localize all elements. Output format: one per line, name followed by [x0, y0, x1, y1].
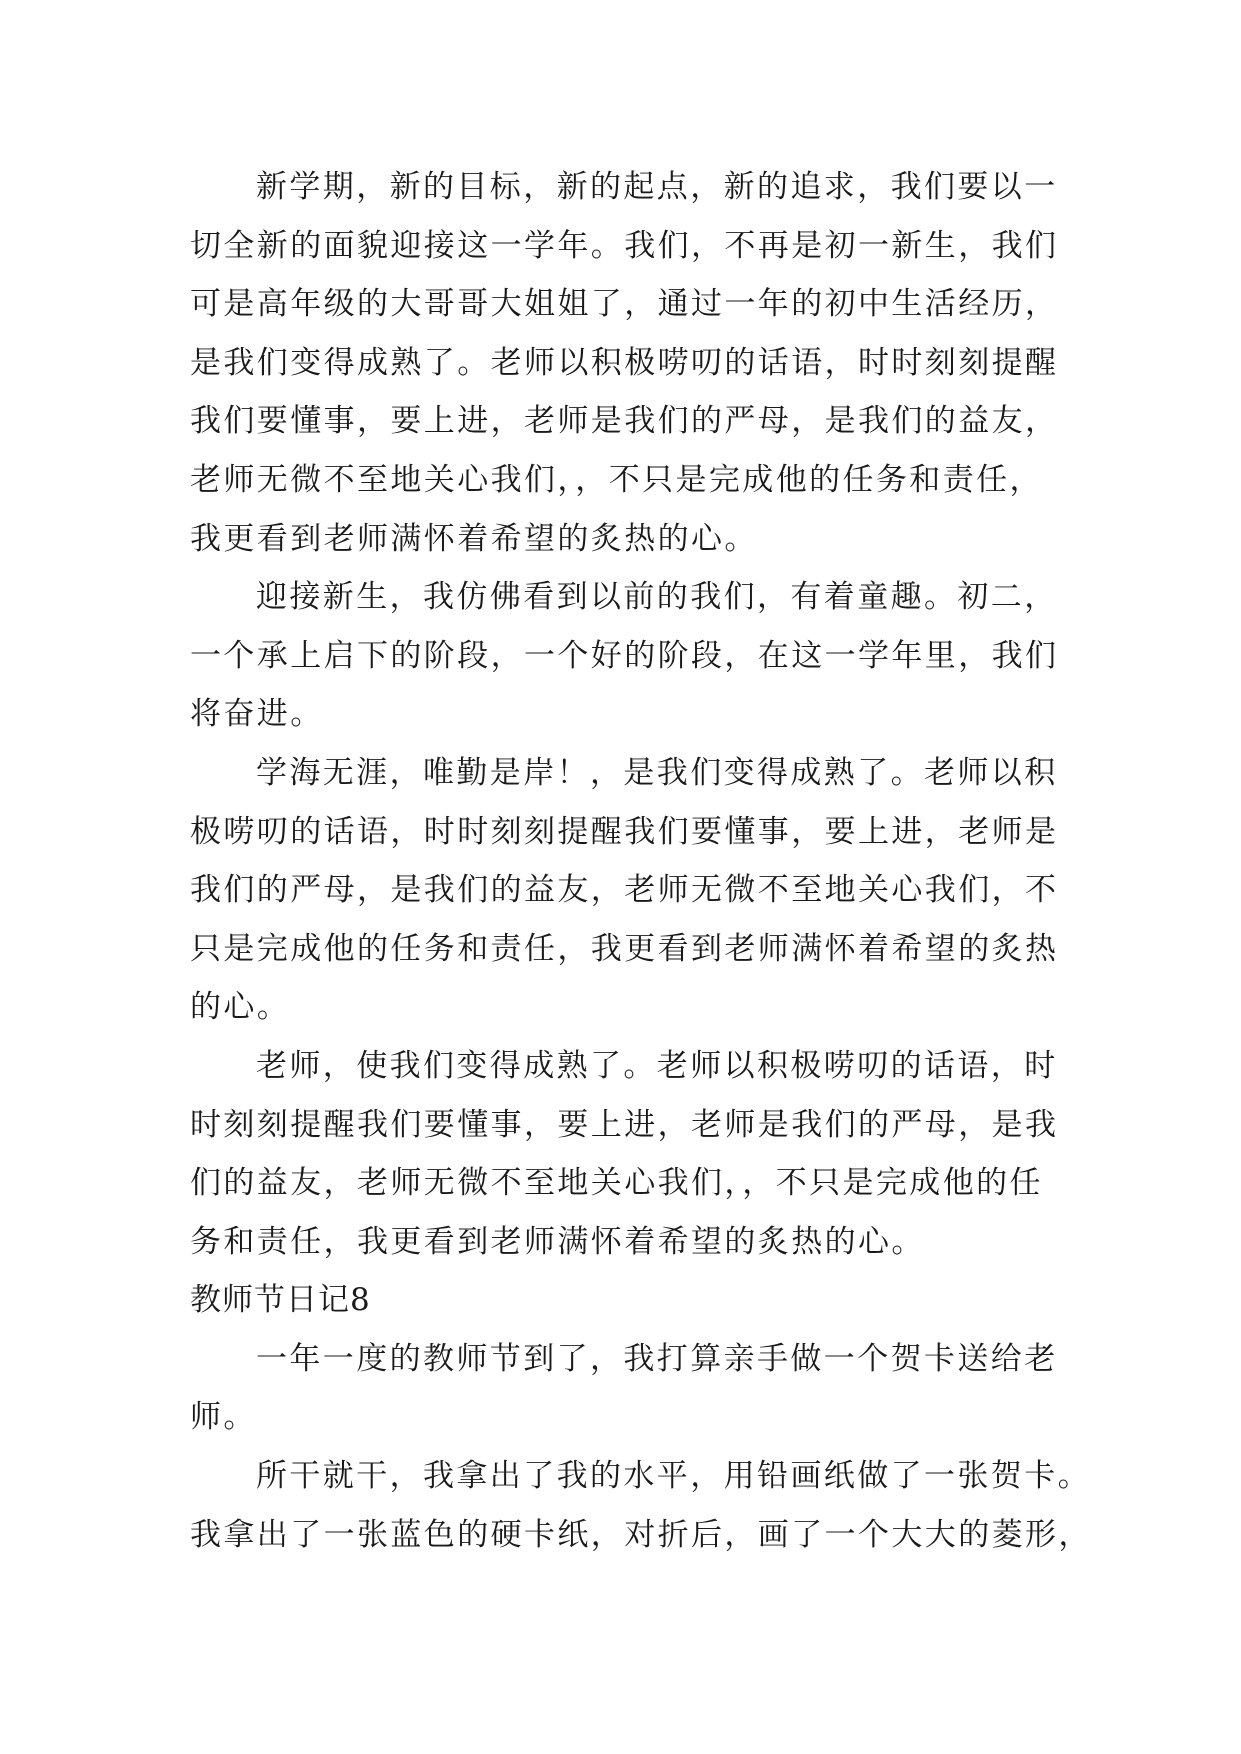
paragraph-line: 我更看到老师满怀着希望的炙热的心。: [190, 520, 758, 557]
paragraph-line: 我拿出了一张蓝色的硬卡纸，对折后，画了一个大大的菱形，: [190, 1516, 1092, 1553]
paragraph-line: 极唠叨的话语，时时刻刻提醒我们要懂事，要上进，老师是: [190, 813, 1059, 850]
paragraph-line: 切全新的面貌迎接这一学年。我们，不再是初一新生，我们: [190, 227, 1059, 264]
paragraph-line: 们的益友，老师无微不至地关心我们，，不只是完成他的任: [190, 1165, 1043, 1202]
paragraph-line: 可是高年级的大哥哥大姐姐了，通过一年的初中生活经历，: [190, 286, 1059, 323]
paragraph-line: 一个承上启下的阶段，一个好的阶段，在这一学年里，我们: [190, 637, 1059, 674]
paragraph-line: 学海无涯，唯勤是岸！，是我们变得成熟了。老师以积: [256, 754, 1058, 791]
section-heading: 教师节日记8: [190, 1282, 371, 1319]
paragraph-line: 师。: [190, 1399, 257, 1436]
paragraph-line: 老师，使我们变得成熟了。老师以积极唠叨的话语，时: [256, 1047, 1058, 1084]
paragraph-line: 的心。: [190, 989, 291, 1026]
paragraph-line: 我们要懂事，要上进，老师是我们的严母，是我们的益友，: [190, 403, 1059, 440]
paragraph-line: 时刻刻提醒我们要懂事，要上进，老师是我们的严母，是我: [190, 1106, 1059, 1143]
document-page: [190, 158, 1092, 1564]
paragraph-line: 我们的严母，是我们的益友，老师无微不至地关心我们，不: [190, 872, 1059, 909]
paragraph-line: 只是完成他的任务和责任，我更看到老师满怀着希望的炙热: [190, 930, 1059, 967]
paragraph-line: 将奋进。: [190, 696, 324, 733]
paragraph-line: 新学期，新的目标，新的起点，新的追求，我们要以一: [256, 169, 1058, 205]
paragraph-line: 是我们变得成熟了。老师以积极唠叨的话语，时时刻刻提醒: [190, 344, 1059, 381]
paragraph-line: 老师无微不至地关心我们，，不只是完成他的任务和责任，: [190, 461, 1043, 498]
paragraph-line: 务和责任，我更看到老师满怀着希望的炙热的心。: [190, 1223, 925, 1260]
paragraph-line: 一年一度的教师节到了，我打算亲手做一个贺卡送给老: [256, 1340, 1058, 1377]
paragraph-line: 迎接新生，我仿佛看到以前的我们，有着童趣。初二，: [256, 579, 1058, 616]
paragraph-line: 所干就干，我拿出了我的水平，用铅画纸做了一张贺卡。: [256, 1458, 1091, 1495]
